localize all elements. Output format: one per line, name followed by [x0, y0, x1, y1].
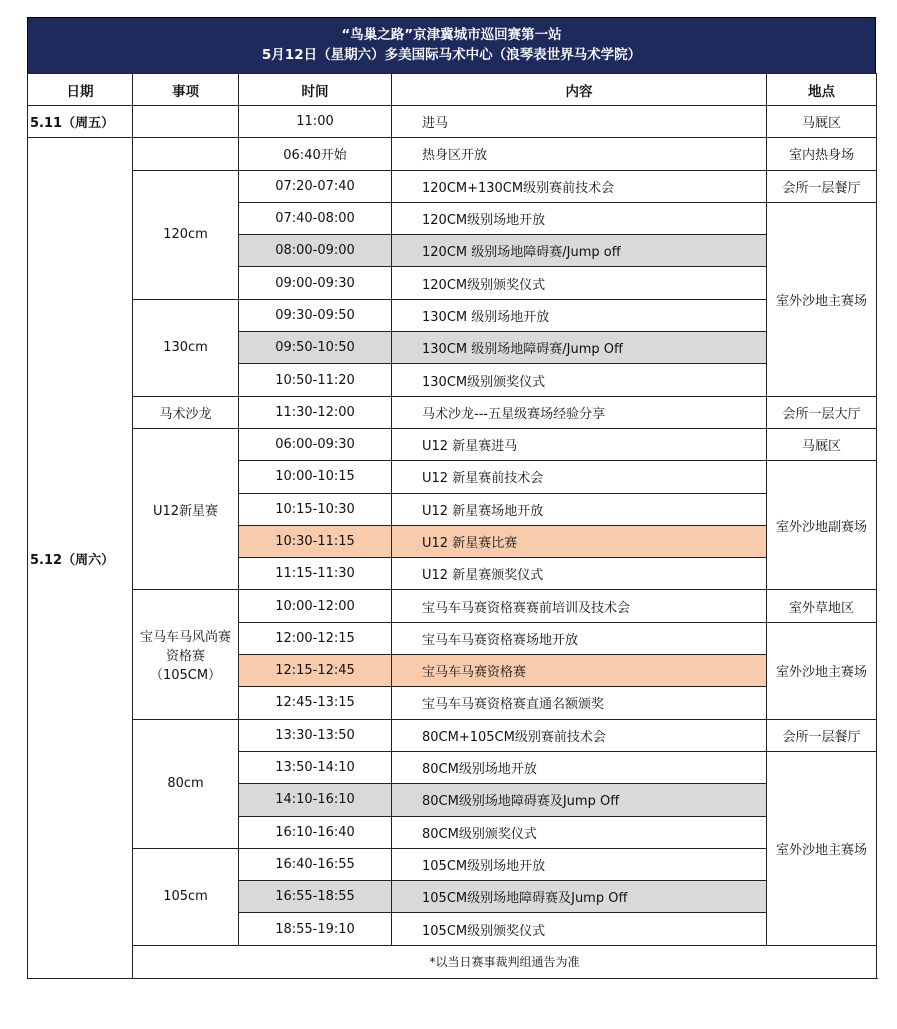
time-cell: 10:30-11:15: [239, 525, 392, 557]
time-cell: 18:55-19:10: [239, 913, 392, 945]
place-cell: 室内热身场: [767, 138, 877, 170]
col-time: 时间: [239, 74, 392, 106]
event-cell: 宝马车马风尚赛资格赛（105CM）: [133, 590, 239, 719]
place-cell: 马厩区: [767, 428, 877, 460]
col-event: 事项: [133, 74, 239, 106]
time-cell: 10:15-10:30: [239, 493, 392, 525]
footnote-row: [28, 945, 877, 978]
place-cell: 室外沙地主赛场: [767, 622, 877, 719]
time-cell: 09:50-10:50: [239, 332, 392, 364]
time-cell: 16:10-16:40: [239, 816, 392, 848]
table-row: [28, 848, 877, 880]
content-cell: 进马: [392, 106, 767, 138]
content-cell: U12 新星赛前技术会: [392, 461, 767, 493]
header-row: [28, 74, 877, 106]
content-cell: 105CM级别场地障碍赛及Jump Off: [392, 881, 767, 913]
content-cell: U12 新星赛场地开放: [392, 493, 767, 525]
place-cell: 室外沙地副赛场: [767, 461, 877, 590]
table-row: [28, 396, 877, 428]
col-place: 地点: [767, 74, 877, 106]
event-cell: 105cm: [133, 848, 239, 945]
time-cell: 12:15-12:45: [239, 655, 392, 687]
col-date: 日期: [28, 74, 133, 106]
event-cell: U12新星赛: [133, 428, 239, 589]
content-cell: 80CM+105CM级别赛前技术会: [392, 719, 767, 751]
col-content: 内容: [392, 74, 767, 106]
table-row: [28, 428, 877, 460]
place-cell: 会所一层大厅: [767, 396, 877, 428]
content-cell: 120CM级别颁奖仪式: [392, 267, 767, 299]
time-cell: 06:40开始: [239, 138, 392, 170]
place-cell: 会所一层餐厅: [767, 170, 877, 202]
header-subtitle: 5月12日（星期六）多美国际马术中心（浪琴表世界马术学院）: [261, 47, 642, 63]
time-cell: 13:50-14:10: [239, 751, 392, 783]
event-cell: 马术沙龙: [133, 396, 239, 428]
content-cell: 130CM 级别场地障碍赛/Jump Off: [392, 332, 767, 364]
content-cell: 马术沙龙---五星级赛场经验分享: [392, 396, 767, 428]
time-cell: 10:00-12:00: [239, 590, 392, 622]
schedule: [27, 17, 876, 979]
time-cell: 12:00-12:15: [239, 622, 392, 654]
date-cell: 5.11（周五）: [28, 106, 133, 138]
place-cell: 马厩区: [767, 106, 877, 138]
footnote: *以当日赛事裁判组通告为准: [133, 945, 877, 978]
time-cell: 11:00: [239, 106, 392, 138]
table-row: [28, 106, 877, 138]
table-row: [28, 299, 877, 331]
content-cell: 宝马车马赛资格赛直通名额颁奖: [392, 687, 767, 719]
time-cell: 07:20-07:40: [239, 170, 392, 202]
time-cell: 12:45-13:15: [239, 687, 392, 719]
content-cell: 120CM 级别场地障碍赛/Jump off: [392, 235, 767, 267]
place-cell: 室外草地区: [767, 590, 877, 622]
time-cell: 16:55-18:55: [239, 881, 392, 913]
table-row: [28, 138, 877, 170]
content-cell: 130CM 级别场地开放: [392, 299, 767, 331]
schedule-table: [27, 73, 877, 979]
time-cell: 10:00-10:15: [239, 461, 392, 493]
content-cell: U12 新星赛颁奖仪式: [392, 558, 767, 590]
content-cell: 宝马车马赛资格赛场地开放: [392, 622, 767, 654]
content-cell: 105CM级别场地开放: [392, 848, 767, 880]
table-row: [28, 170, 877, 202]
content-cell: 120CM+130CM级别赛前技术会: [392, 170, 767, 202]
time-cell: 08:00-09:00: [239, 235, 392, 267]
content-cell: 宝马车马赛资格赛: [392, 655, 767, 687]
time-cell: 06:00-09:30: [239, 428, 392, 460]
event-cell: [133, 106, 239, 138]
schedule-header: [27, 17, 876, 73]
time-cell: 11:15-11:30: [239, 558, 392, 590]
place-cell: 室外沙地主赛场: [767, 202, 877, 396]
content-cell: 宝马车马赛资格赛赛前培训及技术会: [392, 590, 767, 622]
table-row: [28, 590, 877, 622]
event-cell: [133, 138, 239, 170]
time-cell: 09:30-09:50: [239, 299, 392, 331]
content-cell: 80CM级别场地开放: [392, 751, 767, 783]
event-cell: 80cm: [133, 719, 239, 848]
content-cell: U12 新星赛进马: [392, 428, 767, 460]
time-cell: 09:00-09:30: [239, 267, 392, 299]
date-cell: 5.12（周六）: [28, 138, 133, 978]
time-cell: 11:30-12:00: [239, 396, 392, 428]
content-cell: 120CM级别场地开放: [392, 202, 767, 234]
event-cell: 120cm: [133, 170, 239, 299]
content-cell: 80CM级别颁奖仪式: [392, 816, 767, 848]
content-cell: 105CM级别颁奖仪式: [392, 913, 767, 945]
header-title: “鸟巢之路”京津冀城市巡回赛第一站: [341, 27, 562, 43]
content-cell: 热身区开放: [392, 138, 767, 170]
content-cell: U12 新星赛比赛: [392, 525, 767, 557]
time-cell: 10:50-11:20: [239, 364, 392, 396]
time-cell: 14:10-16:10: [239, 784, 392, 816]
table-row: [28, 719, 877, 751]
content-cell: 130CM级别颁奖仪式: [392, 364, 767, 396]
event-cell: 130cm: [133, 299, 239, 396]
place-cell: 室外沙地主赛场: [767, 751, 877, 945]
time-cell: 16:40-16:55: [239, 848, 392, 880]
content-cell: 80CM级别场地障碍赛及Jump Off: [392, 784, 767, 816]
time-cell: 13:30-13:50: [239, 719, 392, 751]
time-cell: 07:40-08:00: [239, 202, 392, 234]
place-cell: 会所一层餐厅: [767, 719, 877, 751]
